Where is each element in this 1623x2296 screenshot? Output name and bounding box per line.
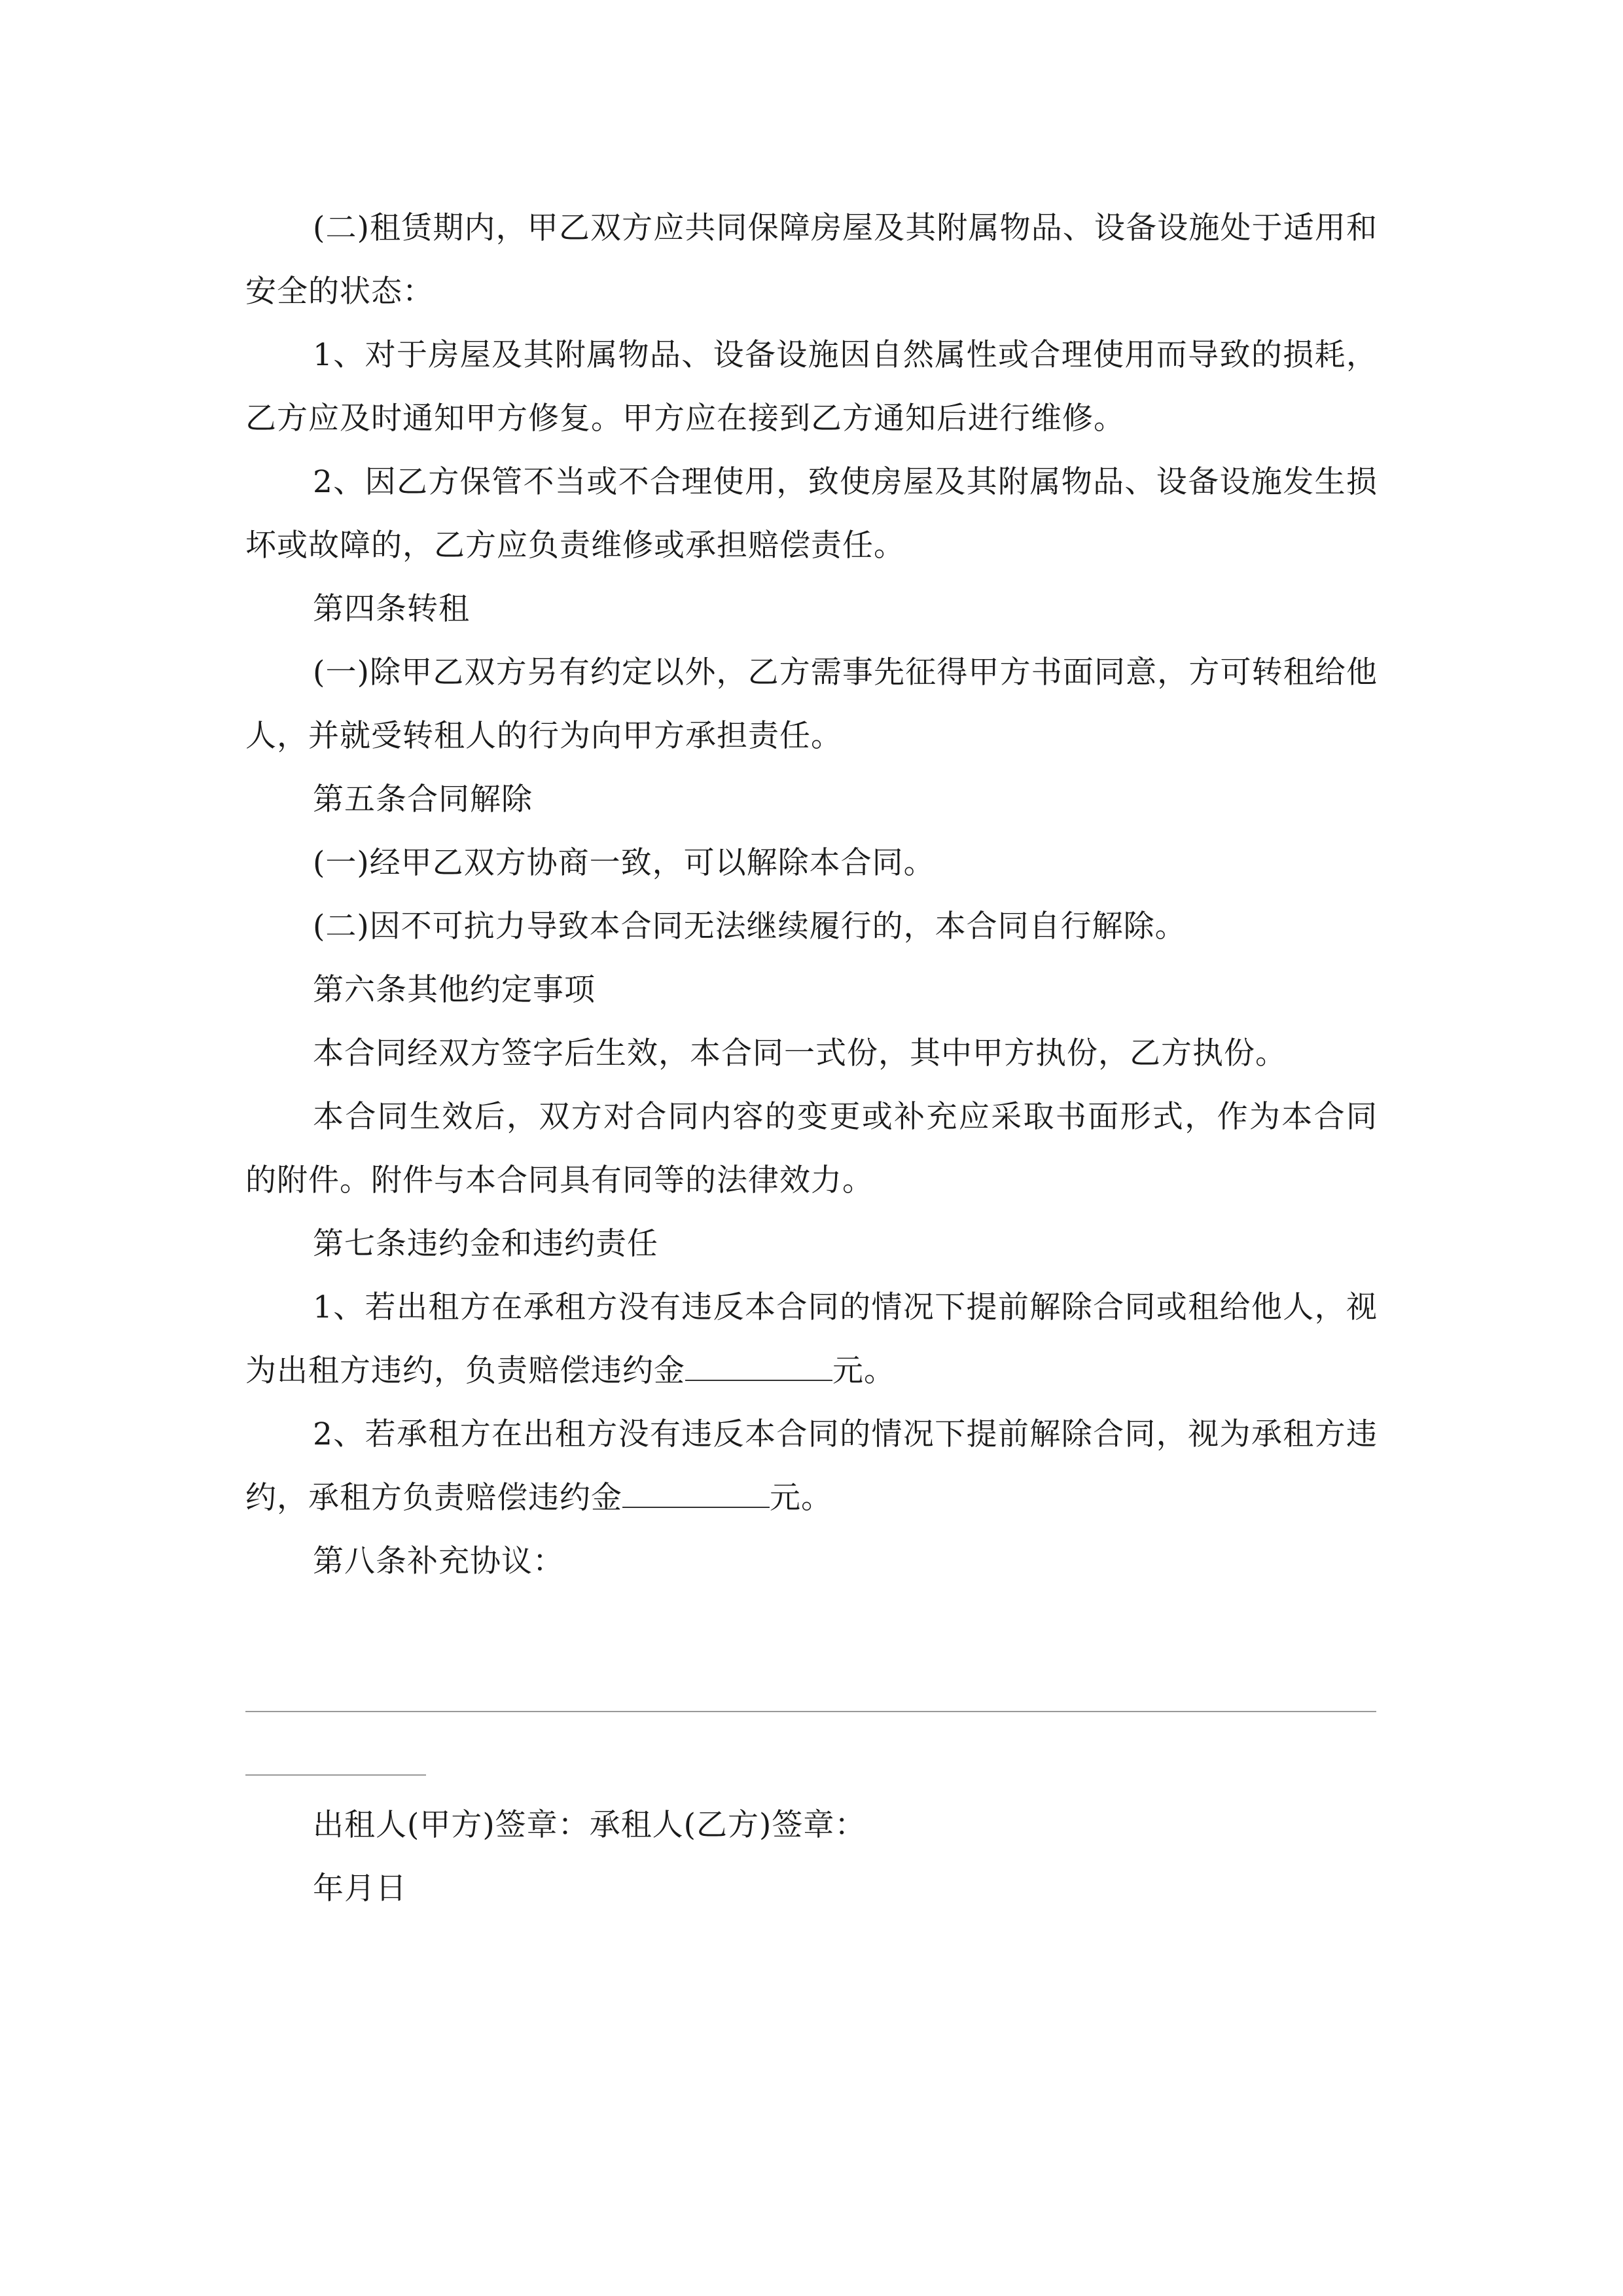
date-line: 年月日: [313, 1871, 407, 1907]
penalty-lessor-amount-blank: [685, 1355, 832, 1381]
clause-2-maintenance-intro: (二)租赁期内，甲乙双方应共同保障房屋及其附属物品、设备设施处于适用和安全的状态：: [245, 210, 1378, 310]
article-4-item-1: (一)除甲乙双方另有约定以外，乙方需事先征得甲方书面同意，方可转租给他人，并就受转租人的行为向甲方承担责任。: [245, 655, 1378, 754]
article-5-item-2: (二)因不可抗力导致本合同无法继续履行的，本合同自行解除。: [313, 908, 1186, 944]
article-5-heading: 第五条合同解除: [313, 781, 533, 817]
penalty-lessee-amount-blank: [622, 1482, 770, 1508]
article-4-heading: 第四条转租: [313, 591, 470, 627]
article-5-item-1: (一)经甲乙双方协商一致，可以解除本合同。: [313, 845, 935, 881]
article-6-heading: 第六条其他约定事项: [313, 972, 596, 1008]
signature-line: 出租人(甲方)签章：承租人(乙方)签章：: [313, 1807, 866, 1843]
article-6-copies: 本合同经双方签字后生效，本合同一式份，其中甲方执份，乙方执份。: [313, 1035, 1287, 1071]
contract-body: [245, 196, 1378, 1593]
penalty-lessor-unit: 元。: [832, 1353, 895, 1389]
article-7-item-1: [245, 1276, 1378, 1403]
clause-2-item-1: 1、对于房屋及其附属物品、设备设施因自然属性或合理使用而导致的损耗，乙方应及时通知甲方修复。甲方应在接到乙方通知后进行维修。: [245, 337, 1378, 437]
penalty-lessee-unit: 元。: [770, 1480, 832, 1516]
article-6-amendments: 本合同生效后，双方对合同内容的变更或补充应采取书面形式，作为本合同的附件。附件与本合同具有同等的法律效力。: [245, 1099, 1378, 1198]
supplement-blank-line-short: [245, 1774, 426, 1776]
article-8-heading: 第八条补充协议：: [313, 1543, 564, 1579]
clause-2-item-2: 2、因乙方保管不当或不合理使用，致使房屋及其附属物品、设备设施发生损坏或故障的，乙方应负责维修或承担赔偿责任。: [245, 464, 1378, 564]
article-7-item-2: [245, 1403, 1378, 1530]
signature-block: [245, 1793, 1378, 1920]
penalty-lessor-text: 1、若出租方在承租方没有违反本合同的情况下提前解除合同或租给他人，视为出租方违约，负责赔偿违约金: [245, 1289, 1378, 1389]
supplement-blank-line: [245, 1711, 1376, 1712]
penalty-lessee-text: 2、若承租方在出租方没有违反本合同的情况下提前解除合同，视为承租方违约，承租方负责赔偿违约金: [245, 1416, 1378, 1516]
article-7-heading: 第七条违约金和违约责任: [313, 1226, 658, 1262]
